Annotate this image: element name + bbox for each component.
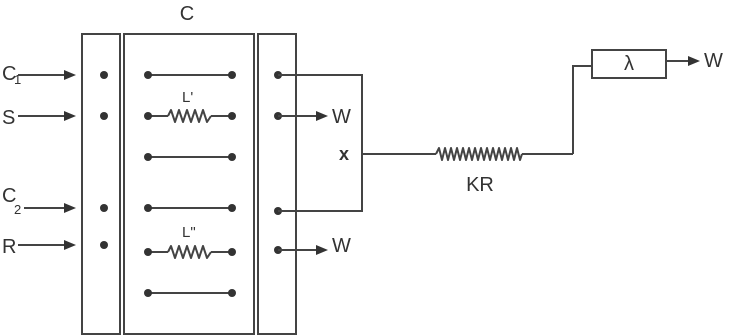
input-arrows	[18, 70, 76, 250]
inductor-l1-label: L'	[182, 89, 194, 106]
resistor-kr	[362, 148, 573, 160]
node-x-label: x	[339, 144, 350, 164]
input-c1-sub: 1	[14, 72, 22, 87]
right-panel	[258, 34, 296, 334]
inductor-l2-label: L"	[182, 224, 196, 241]
center-block-c	[124, 34, 254, 334]
input-c2-main: C	[2, 185, 17, 207]
resistor-kr-label: KR	[466, 174, 494, 196]
output-w-bottom-label: W	[332, 235, 351, 257]
input-c2-label	[2, 185, 21, 217]
output-w-top-label: W	[332, 106, 351, 128]
input-s-label: S	[2, 107, 16, 129]
block-c-label: C	[179, 3, 195, 25]
input-r-label: R	[2, 236, 17, 258]
output-w-final-label: W	[704, 50, 723, 72]
lambda-block-label: λ	[624, 53, 634, 75]
left-panel	[82, 34, 120, 334]
output-w-final-arrow	[666, 56, 700, 66]
lambda-branch	[573, 66, 592, 154]
input-c1-main: C	[2, 63, 17, 85]
input-c2-sub: 2	[14, 202, 22, 217]
